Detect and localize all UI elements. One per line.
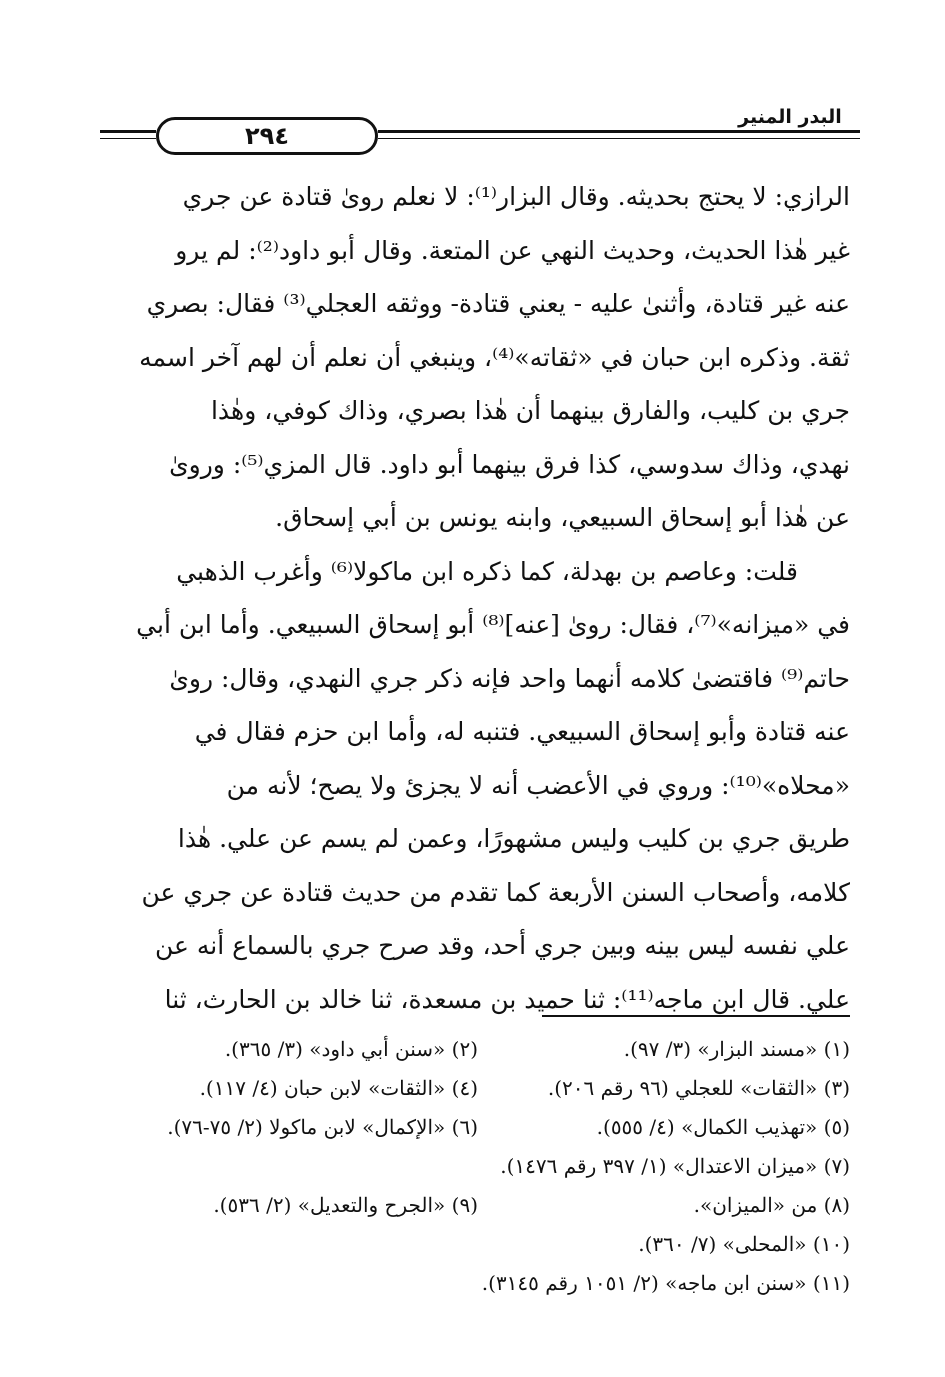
text-line: كلامه، وأصحاب السنن الأربعة كما تقدم من حديث قتادة عن جري عن bbox=[141, 877, 850, 907]
book-title: البدر المنير bbox=[738, 106, 842, 128]
text-line: نهدي، وذاك سدوسي، كذا فرق بينهما أبو داود. قال المزي⁽⁵⁾: وروىٰ bbox=[169, 449, 850, 479]
footnote: (١٠) «المحلى» (٧/ ٣٦٠). bbox=[638, 1232, 850, 1256]
text-line: قلت: وعاصم بن بهدلة، كما ذكره ابن ماكولا⁽⁶⁾ وأغرب الذهبي bbox=[176, 556, 798, 586]
header-rule bbox=[378, 130, 860, 133]
text-line: حاتم⁽⁹⁾ فاقتضىٰ كلامه أنهما واحد فإنه ذكر جري النهدي، وقال: روىٰ bbox=[169, 663, 850, 693]
text-line: طريق جري بن كليب وليس مشهورًا، وعمن لم يسم عن علي. هٰذا bbox=[177, 824, 850, 853]
text-line: «محلاه»⁽¹⁰⁾: وروي في الأعضب أنه لا يجزئ ولا يصح؛ لأنه من bbox=[226, 770, 850, 800]
page-header bbox=[100, 100, 860, 160]
footnote-row bbox=[95, 1225, 850, 1264]
main-text bbox=[100, 170, 850, 1026]
footnote-row bbox=[95, 1264, 850, 1303]
footnote: (٣) «الثقات» للعجلي (٩٦ رقم ٢٠٦). bbox=[547, 1076, 850, 1100]
footnote-row bbox=[95, 1147, 850, 1186]
header-rule-thin bbox=[378, 138, 860, 139]
text-line: عنه غير قتادة، وأثنىٰ عليه - يعني قتادة- ووثقه العجلي⁽³⁾ فقال: بصري bbox=[146, 289, 850, 318]
footnote-row bbox=[95, 1186, 850, 1225]
text-line: علي نفسه ليس بينه وبين جري أحد، وقد صرح جري بالسماع أنه عن bbox=[154, 931, 850, 960]
footnote: (٩) «الجرح والتعديل» (٢/ ٥٣٦). bbox=[213, 1193, 478, 1217]
text-line: ثقة. وذكره ابن حبان في «ثقاته»⁽⁴⁾، وينبغي أن نعلم أن لهم آخر اسمه bbox=[139, 342, 850, 372]
footnote: (٧) «ميزان الاعتدال» (١/ ٣٩٧ رقم ١٤٧٦). bbox=[500, 1154, 850, 1178]
text-line: علي. قال ابن ماجه⁽¹¹⁾: ثنا حميد بن مسعدة، ثنا خالد بن الحارث، ثنا bbox=[164, 984, 850, 1014]
text-line: جري بن كليب، والفارق بينهما أن هٰذا بصري، وذاك كوفي، وهٰذا bbox=[210, 396, 850, 425]
text-line: عنه قتادة وأبو إسحاق السبيعي. فتنبه له، وأما ابن حزم فقال في bbox=[194, 717, 850, 746]
text-line: في «ميزانه»⁽⁷⁾، فقال: روىٰ [عنه]⁽⁸⁾ أبو إسحاق السبيعي. وأما ابن أبي bbox=[136, 610, 850, 639]
footnote: (٦) «الإكمال» لابن ماكولا (٢/ ٧٥-٧٦). bbox=[167, 1115, 478, 1139]
footnote: (٥) «تهذيب الكمال» (٤/ ٥٥٥). bbox=[596, 1115, 850, 1139]
footnote-separator bbox=[542, 1015, 850, 1017]
footnote: (١١) «سنن ابن ماجه» (٢/ ١٠٥١ رقم ٣١٤٥). bbox=[481, 1271, 850, 1295]
text-line: عن هٰذا أبو إسحاق السبيعي، وابنه يونس بن أبي إسحاق. bbox=[275, 503, 850, 532]
footnote: (٢) «سنن أبي داود» (٣/ ٣٦٥). bbox=[224, 1037, 478, 1061]
footnote-row bbox=[95, 1069, 850, 1108]
header-rule-left-thin bbox=[100, 138, 156, 139]
footnote-row bbox=[95, 1108, 850, 1147]
text-line: الرازي: لا يحتج بحديثه. وقال البزار⁽¹⁾: لا نعلم روىٰ قتادة عن جري bbox=[182, 182, 850, 211]
footnote: (١) «مسند البزار» (٣/ ٩٧). bbox=[623, 1037, 850, 1061]
footnote-row bbox=[95, 1030, 850, 1069]
page-number: ٢٩٤ bbox=[156, 117, 378, 155]
text-line: غير هٰذا الحديث، وحديث النهي عن المتعة. وقال أبو داود⁽²⁾: لم يرو bbox=[175, 235, 850, 265]
footnote: (٨) من «الميزان». bbox=[693, 1193, 850, 1217]
header-rule-left bbox=[100, 130, 156, 133]
footnote: (٤) «الثقات» لابن حبان (٤/ ١١٧). bbox=[199, 1076, 478, 1100]
footnotes bbox=[95, 1030, 850, 1303]
